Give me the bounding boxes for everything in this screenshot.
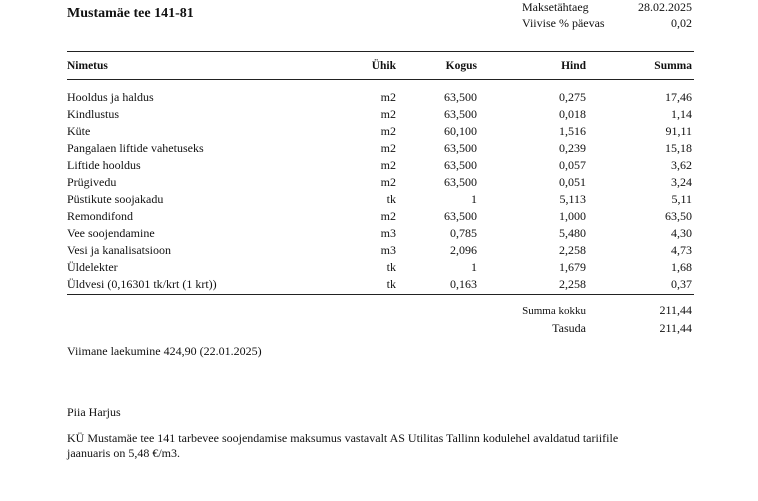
table-row [0,107,758,124]
row-unit: tk [386,192,396,206]
total-label: Summa kokku [522,305,586,317]
note-line: jaanuaris on 5,48 €/m3. [67,446,180,460]
row-unit: tk [386,277,396,291]
document-title: Mustamäe tee 141-81 [67,6,194,21]
row-name: Pangalaen liftide vahetuseks [67,141,204,155]
row-unit: m3 [380,226,396,240]
table-row [0,175,758,192]
table-row [0,209,758,226]
row-unit: m2 [380,124,396,138]
note-line: KÜ Mustamäe tee 141 tarbevee soojendamise maksumus vastavalt AS Utilitas Tallinn kodulehel avaldatud tariifile [67,431,619,445]
pay-value: 211,44 [659,321,692,335]
row-sum: 0,37 [671,277,692,291]
table-row [0,243,758,260]
table-row [0,158,758,175]
row-name: Üldelekter [67,260,118,274]
row-price: 0,275 [559,90,586,104]
row-sum: 4,30 [671,226,692,240]
header-unit: Ühik [371,60,396,72]
row-price: 2,258 [559,243,586,257]
row-price: 0,051 [559,175,586,189]
row-sum: 3,62 [671,158,692,172]
signer-name: Piia Harjus [67,405,121,419]
row-unit: m2 [380,158,396,172]
row-name: Liftide hooldus [67,158,141,172]
header-name: Nimetus [67,60,108,72]
total-value: 211,44 [659,303,692,317]
row-price: 5,480 [559,226,586,240]
due-date-label: Maksetähtaeg [522,0,589,14]
row-price: 0,057 [559,158,586,172]
row-name: Üldvesi (0,16301 tk/krt (1 krt)) [67,277,217,291]
row-quantity: 63,500 [444,90,477,104]
row-quantity: 1 [471,260,477,274]
row-sum: 1,68 [671,260,692,274]
table-row [0,90,758,107]
row-unit: m2 [380,141,396,155]
penalty-rate-value: 0,02 [671,16,692,30]
row-sum: 1,14 [671,107,692,121]
row-quantity: 0,163 [450,277,477,291]
table-row [0,260,758,277]
row-name: Prügivedu [67,175,117,189]
table-row [0,226,758,243]
penalty-rate-label: Viivise % päevas [522,16,605,30]
header-price: Hind [561,60,586,72]
row-sum: 63,50 [665,209,692,223]
row-unit: tk [386,260,396,274]
row-price: 0,239 [559,141,586,155]
row-quantity: 63,500 [444,141,477,155]
row-sum: 3,24 [671,175,692,189]
header-sum: Summa [654,60,692,72]
table-row [0,192,758,209]
pay-label: Tasuda [552,321,586,335]
row-price: 2,258 [559,277,586,291]
row-quantity: 63,500 [444,107,477,121]
table-bottom-rule [67,294,694,295]
row-name: Vesi ja kanalisatsioon [67,243,171,257]
row-unit: m2 [380,175,396,189]
row-sum: 4,73 [671,243,692,257]
table-row [0,124,758,141]
header-rule [67,79,694,80]
table-row [0,141,758,158]
row-quantity: 0,785 [450,226,477,240]
row-price: 1,516 [559,124,586,138]
row-price: 1,679 [559,260,586,274]
row-sum: 15,18 [665,141,692,155]
row-sum: 91,11 [665,124,692,138]
table-top-rule [67,51,694,52]
row-sum: 17,46 [665,90,692,104]
row-name: Püstikute soojakadu [67,192,164,206]
row-price: 0,018 [559,107,586,121]
row-quantity: 2,096 [450,243,477,257]
row-unit: m2 [380,90,396,104]
row-quantity: 63,500 [444,158,477,172]
due-date-value: 28.02.2025 [638,0,692,14]
row-name: Hooldus ja haldus [67,90,154,104]
row-unit: m3 [380,243,396,257]
row-price: 5,113 [559,192,586,206]
table-row [0,277,758,294]
row-unit: m2 [380,209,396,223]
row-name: Kindlustus [67,107,120,121]
row-sum: 5,11 [671,192,692,206]
row-name: Remondifond [67,209,133,223]
row-quantity: 1 [471,192,477,206]
header-quantity: Kogus [445,60,477,72]
last-payment: Viimane laekumine 424,90 (22.01.2025) [67,344,262,358]
row-name: Vee soojendamine [67,226,155,240]
row-quantity: 63,500 [444,209,477,223]
row-quantity: 63,500 [444,175,477,189]
row-quantity: 60,100 [444,124,477,138]
row-price: 1,000 [559,209,586,223]
row-name: Küte [67,124,91,138]
row-unit: m2 [380,107,396,121]
